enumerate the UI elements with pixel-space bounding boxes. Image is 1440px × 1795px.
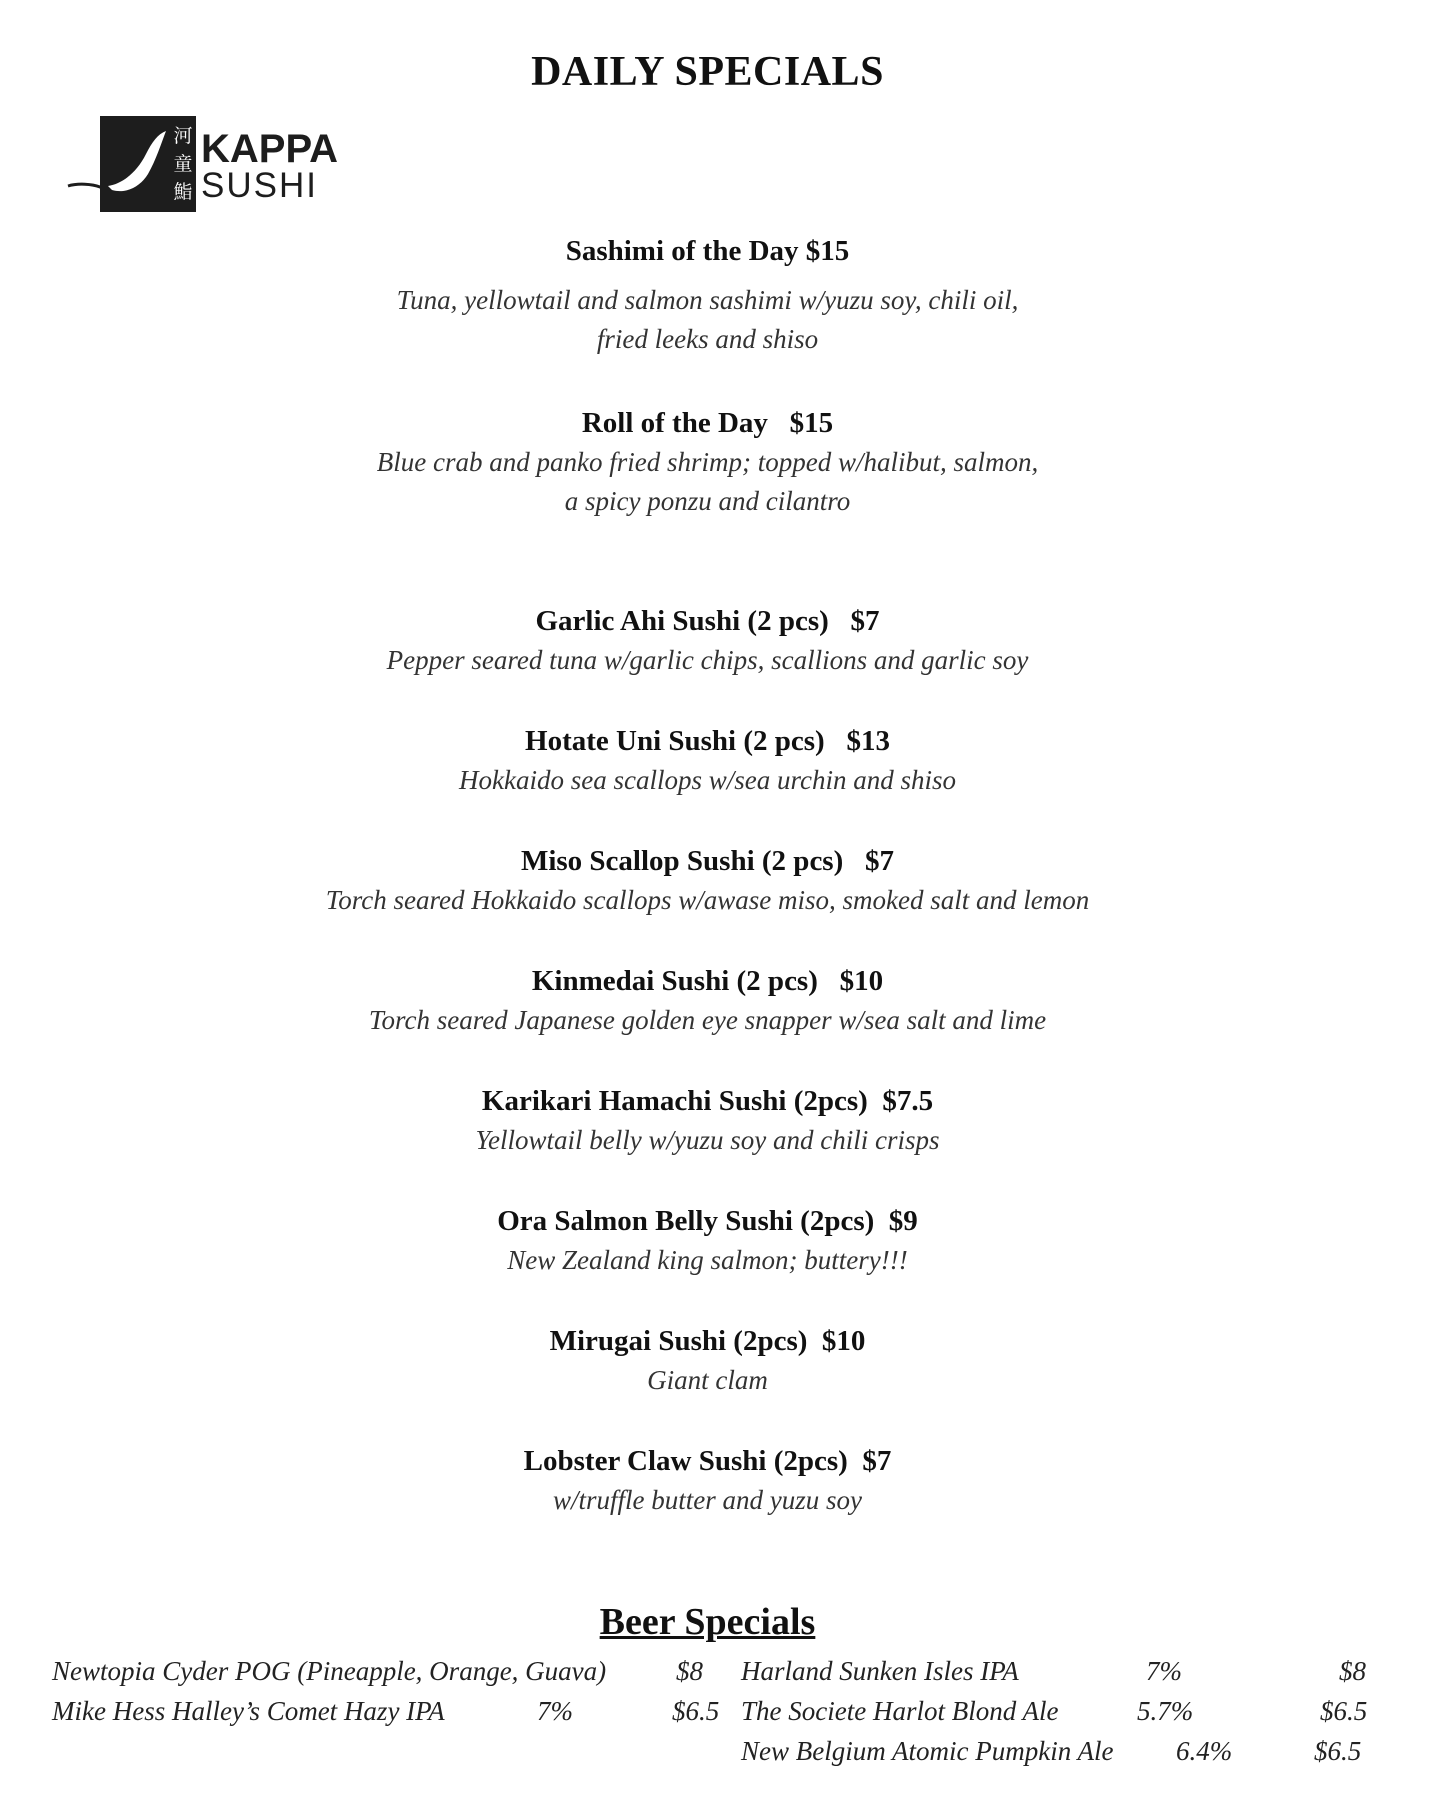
special-name: Hotate Uni Sushi (2 pcs) $13 [525,725,890,757]
special-description: Torch seared Hokkaido scallops w/awase miso, smoked salt and lemon [325,884,1090,915]
special-name: Garlic Ahi Sushi (2 pcs) $7 [535,605,880,637]
special-description: Giant clam [647,1364,768,1395]
logo-kanji-1: 河 [173,125,193,147]
logo-kanji-3: 鮨 [173,181,193,203]
page-title: DAILY SPECIALS [531,49,884,95]
special-name: Sashimi of the Day $15 [565,235,850,267]
special-item [0,724,1415,800]
special-description: Blue crab and panko fried shrimp; topped w/halibut, salmon, [376,446,1039,477]
beer-price: $8 [1339,1656,1366,1686]
special-item [0,1204,1415,1280]
kappa-sushi-logo [66,114,366,214]
beer-price: $6.5 [1320,1696,1368,1726]
beer-abv: 6.4% [1176,1736,1233,1766]
special-item [0,844,1415,920]
beer-name: Harland Sunken Isles IPA [741,1656,1019,1686]
special-name: Karikari Hamachi Sushi (2pcs) $7.5 [481,1085,934,1117]
special-item [0,1444,1415,1520]
beer-abv: 7% [1146,1656,1182,1686]
logo-kappa-text: KAPPA [201,127,339,171]
beer-price: $6.5 [1314,1736,1362,1766]
logo-kanji-2: 童 [173,153,193,175]
beer-specials-heading: Beer Specials [599,1601,816,1643]
logo-sushi-text: SUSHI [201,166,318,205]
special-item [0,406,1415,521]
special-name: Kinmedai Sushi (2 pcs) $10 [531,965,884,997]
beer-abv: 7% [537,1696,573,1726]
beer-abv: 5.7% [1137,1696,1194,1726]
special-name: Ora Salmon Belly Sushi (2pcs) $9 [497,1205,918,1237]
beer-price: $6.5 [672,1696,720,1726]
special-item [0,234,1415,359]
special-description: Yellowtail belly w/yuzu soy and chili crisps [475,1124,940,1155]
special-description: Torch seared Japanese golden eye snapper w/sea salt and lime [368,1004,1047,1035]
beer-name: The Societe Harlot Blond Ale [741,1696,1059,1726]
special-description: Pepper seared tuna w/garlic chips, scallions and garlic soy [386,644,1029,675]
special-item [0,1324,1415,1400]
special-description: New Zealand king salmon; buttery!!! [507,1244,908,1275]
special-name: Lobster Claw Sushi (2pcs) $7 [523,1445,892,1477]
special-item [0,604,1415,680]
special-name: Miso Scallop Sushi (2 pcs) $7 [520,845,895,877]
beer-name: New Belgium Atomic Pumpkin Ale [741,1736,1114,1766]
special-name: Roll of the Day $15 [581,407,834,439]
special-item [0,1084,1415,1160]
beer-price: $8 [676,1656,703,1686]
special-description: Tuna, yellowtail and salmon sashimi w/yuzu soy, chili oil, [396,284,1019,315]
special-name: Mirugai Sushi (2pcs) $10 [549,1325,866,1357]
beer-name: Mike Hess Halley’s Comet Hazy IPA [52,1696,445,1726]
special-description: Hokkaido sea scallops w/sea urchin and shiso [459,764,956,795]
special-description: w/truffle butter and yuzu soy [553,1484,862,1515]
beer-name: Newtopia Cyder POG (Pineapple, Orange, Guava) [52,1656,607,1686]
special-item [0,964,1415,1040]
special-description: a spicy ponzu and cilantro [564,485,851,516]
special-description: fried leeks and shiso [596,323,819,354]
